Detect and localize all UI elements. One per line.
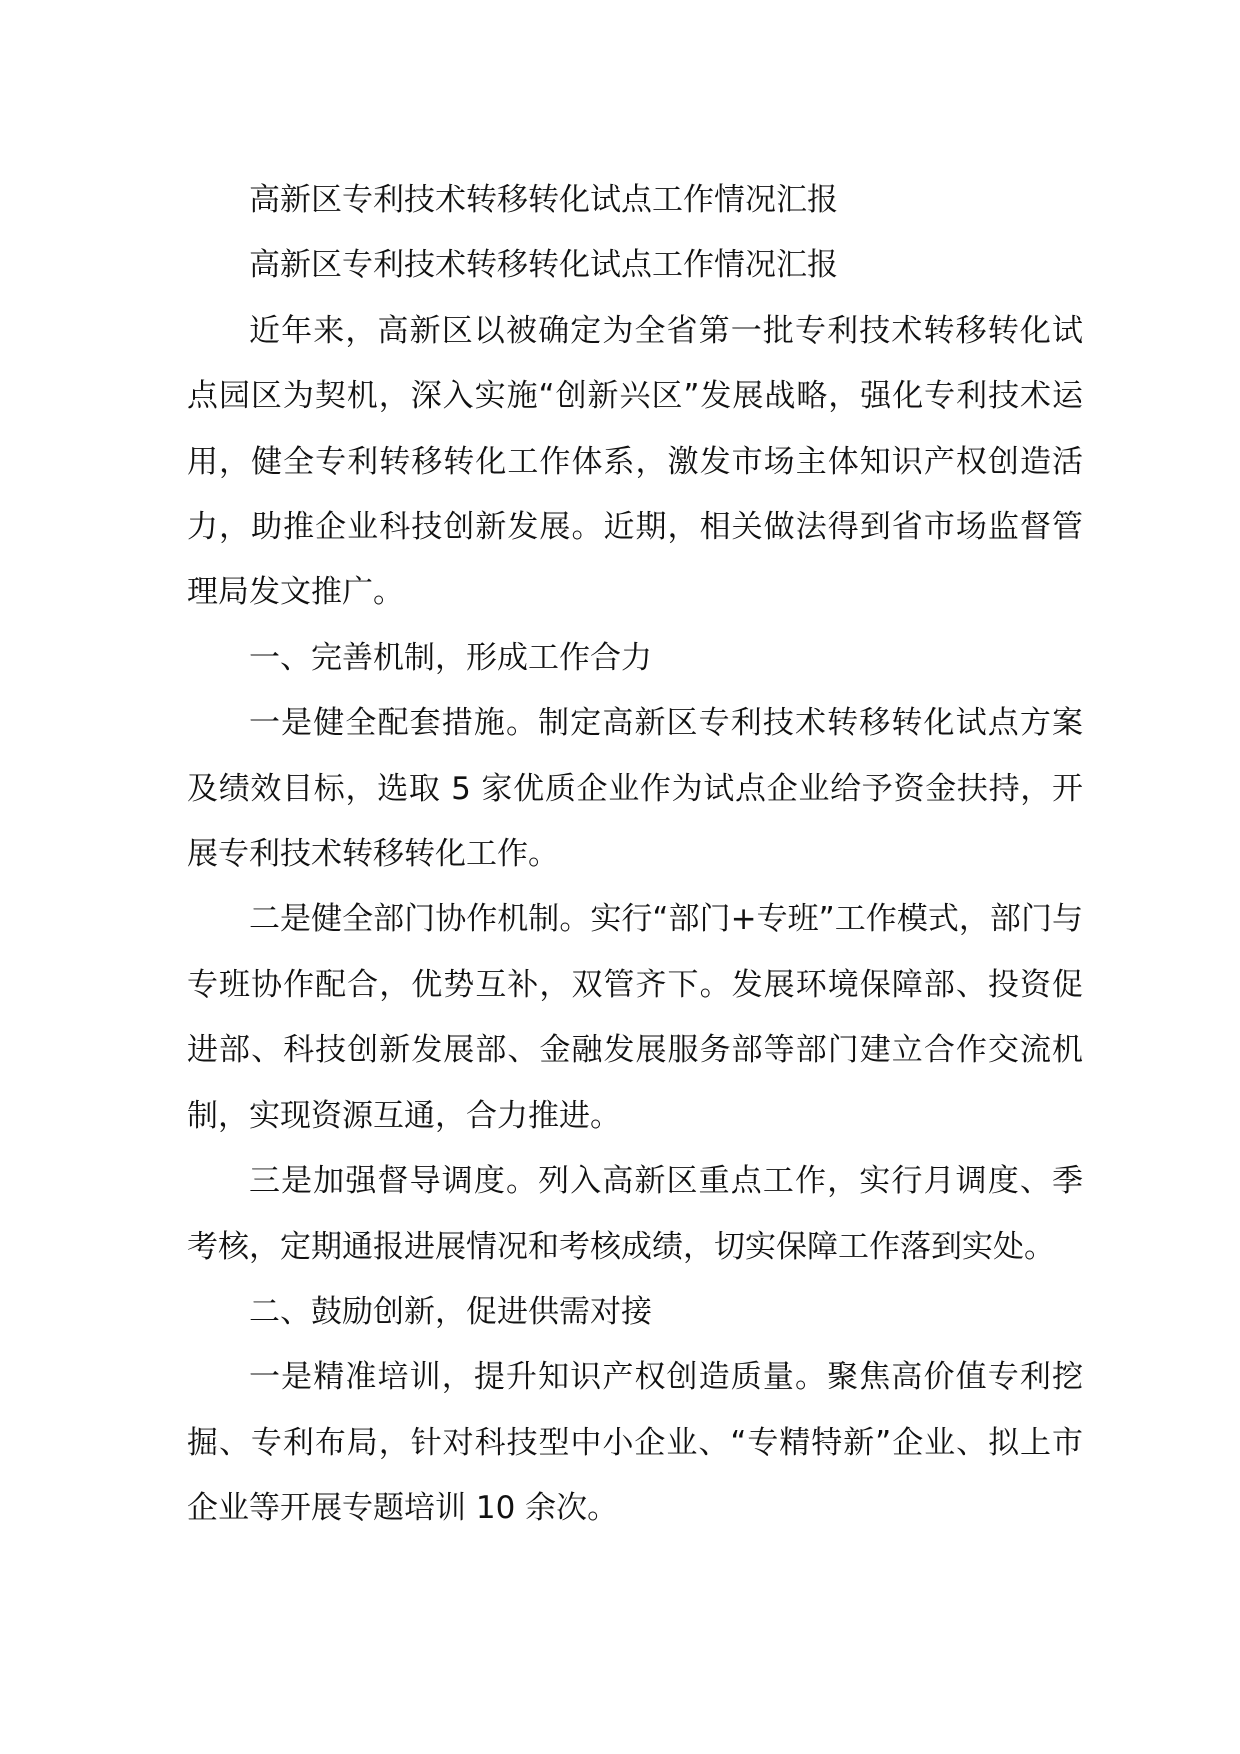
intro-paragraph: 近年来，高新区以被确定为全省第一批专利技术转移转化试点园区为契机，深入实施“创新兴区”发展战略，强化专利技术运用，健全专利转移转化工作体系，激发市场主体知识产权创造活力，助推企业科技创新发展。近期，相关做法得到省市场监督管理局发文推广。 <box>187 312 1083 611</box>
document-body <box>187 168 1083 1542</box>
document-subtitle: 高新区专利技术转移转化试点工作情况汇报 <box>249 247 838 284</box>
body-paragraph: 一是精准培训，提升知识产权创造质量。聚焦高价值专利挖掘、专利布局，针对科技型中小企业、“专精特新”企业、拟上市企业等开展专题培训 10 余次。 <box>187 1359 1083 1527</box>
section-heading-1: 一、完善机制，形成工作合力 <box>249 639 652 676</box>
section-heading-2: 二、鼓励创新，促进供需对接 <box>249 1293 652 1330</box>
document-title: 高新区专利技术转移转化试点工作情况汇报 <box>249 182 838 218</box>
body-paragraph: 二是健全部门协作机制。实行“部门+专班”工作模式，部门与专班协作配合，优势互补，双管齐下。发展环境保障部、投资促进部、科技创新发展部、金融发展服务部等部门建立合作交流机制，实现资源互通，合力推进。 <box>187 901 1083 1134</box>
body-paragraph: 三是加强督导调度。列入高新区重点工作，实行月调度、季考核，定期通报进展情况和考核成绩，切实保障工作落到实处。 <box>187 1163 1083 1265</box>
body-paragraph: 一是健全配套措施。制定高新区专利技术转移转化试点方案及绩效目标，选取 5 家优质企业作为试点企业给予资金扶持，开展专利技术转移转化工作。 <box>187 705 1083 873</box>
